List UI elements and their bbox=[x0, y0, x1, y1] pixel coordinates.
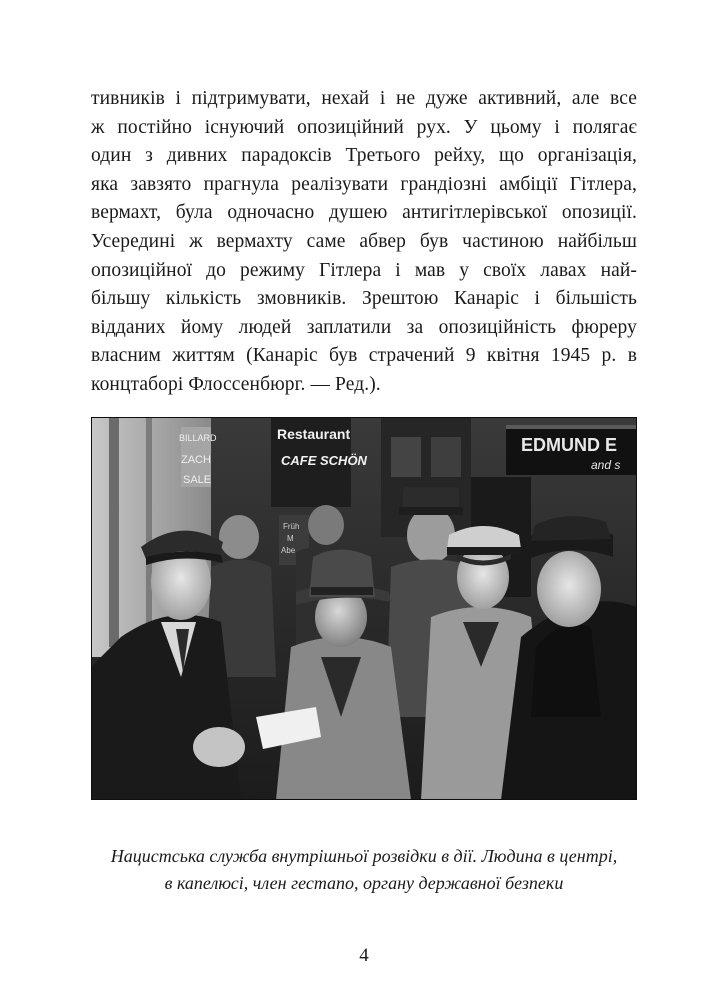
svg-text:and s: and s bbox=[591, 458, 621, 472]
page-number: 4 bbox=[359, 945, 369, 966]
svg-text:CAFE SCHÖN: CAFE SCHÖN bbox=[281, 453, 367, 468]
body-line: більшу кількість змовників. Зрештою Канаріс і більшість bbox=[91, 288, 637, 310]
body-line: один з дивних парадоксів Третього рейху, що організація, bbox=[91, 145, 637, 167]
svg-text:ZACH: ZACH bbox=[181, 454, 211, 466]
body-text bbox=[91, 85, 637, 400]
body-line: опозиційної до режиму Гітлера і мав у своїх лавах най- bbox=[91, 259, 637, 281]
historical-photo bbox=[91, 417, 637, 800]
photo-illustration bbox=[91, 417, 637, 800]
body-line: власним життям (Канаріс був страчений 9 квітня 1945 р. в bbox=[91, 345, 637, 367]
svg-text:Früh: Früh bbox=[283, 522, 300, 531]
svg-text:BILLARD: BILLARD bbox=[179, 433, 217, 443]
body-line: ж постійно існуючий опозиційний рух. У цьому і полягає bbox=[91, 116, 637, 138]
svg-text:Restaurant: Restaurant bbox=[277, 426, 351, 442]
svg-text:SALE: SALE bbox=[183, 474, 212, 486]
caption-line: Нацистська служба внутрішньої розвідки в дії. Людина в центрі, bbox=[110, 846, 618, 866]
body-line: відданих йому людей заплатили за опозиційність фюреру bbox=[91, 316, 637, 338]
photo-caption bbox=[70, 843, 658, 897]
body-line: тивників і підтримувати, нехай і не дуже активний, але все bbox=[91, 88, 637, 109]
caption-line: в капелюсі, член гестапо, органу державної безпеки bbox=[164, 873, 564, 893]
svg-text:EDMUND E: EDMUND E bbox=[521, 435, 618, 455]
body-line: вермахт, була одночасно душею антигітлерівської опозиції. bbox=[91, 202, 637, 224]
body-line: Усередині ж вермахту саме абвер був частиною найбільш bbox=[91, 230, 637, 252]
svg-text:M: M bbox=[287, 534, 294, 543]
svg-text:Abe: Abe bbox=[281, 546, 296, 555]
body-line: концтаборі Флоссенбюрг. — Ред.). bbox=[91, 373, 381, 395]
body-line: яка завзято прагнула реалізувати грандіозні амбіції Гітлера, bbox=[91, 173, 637, 195]
